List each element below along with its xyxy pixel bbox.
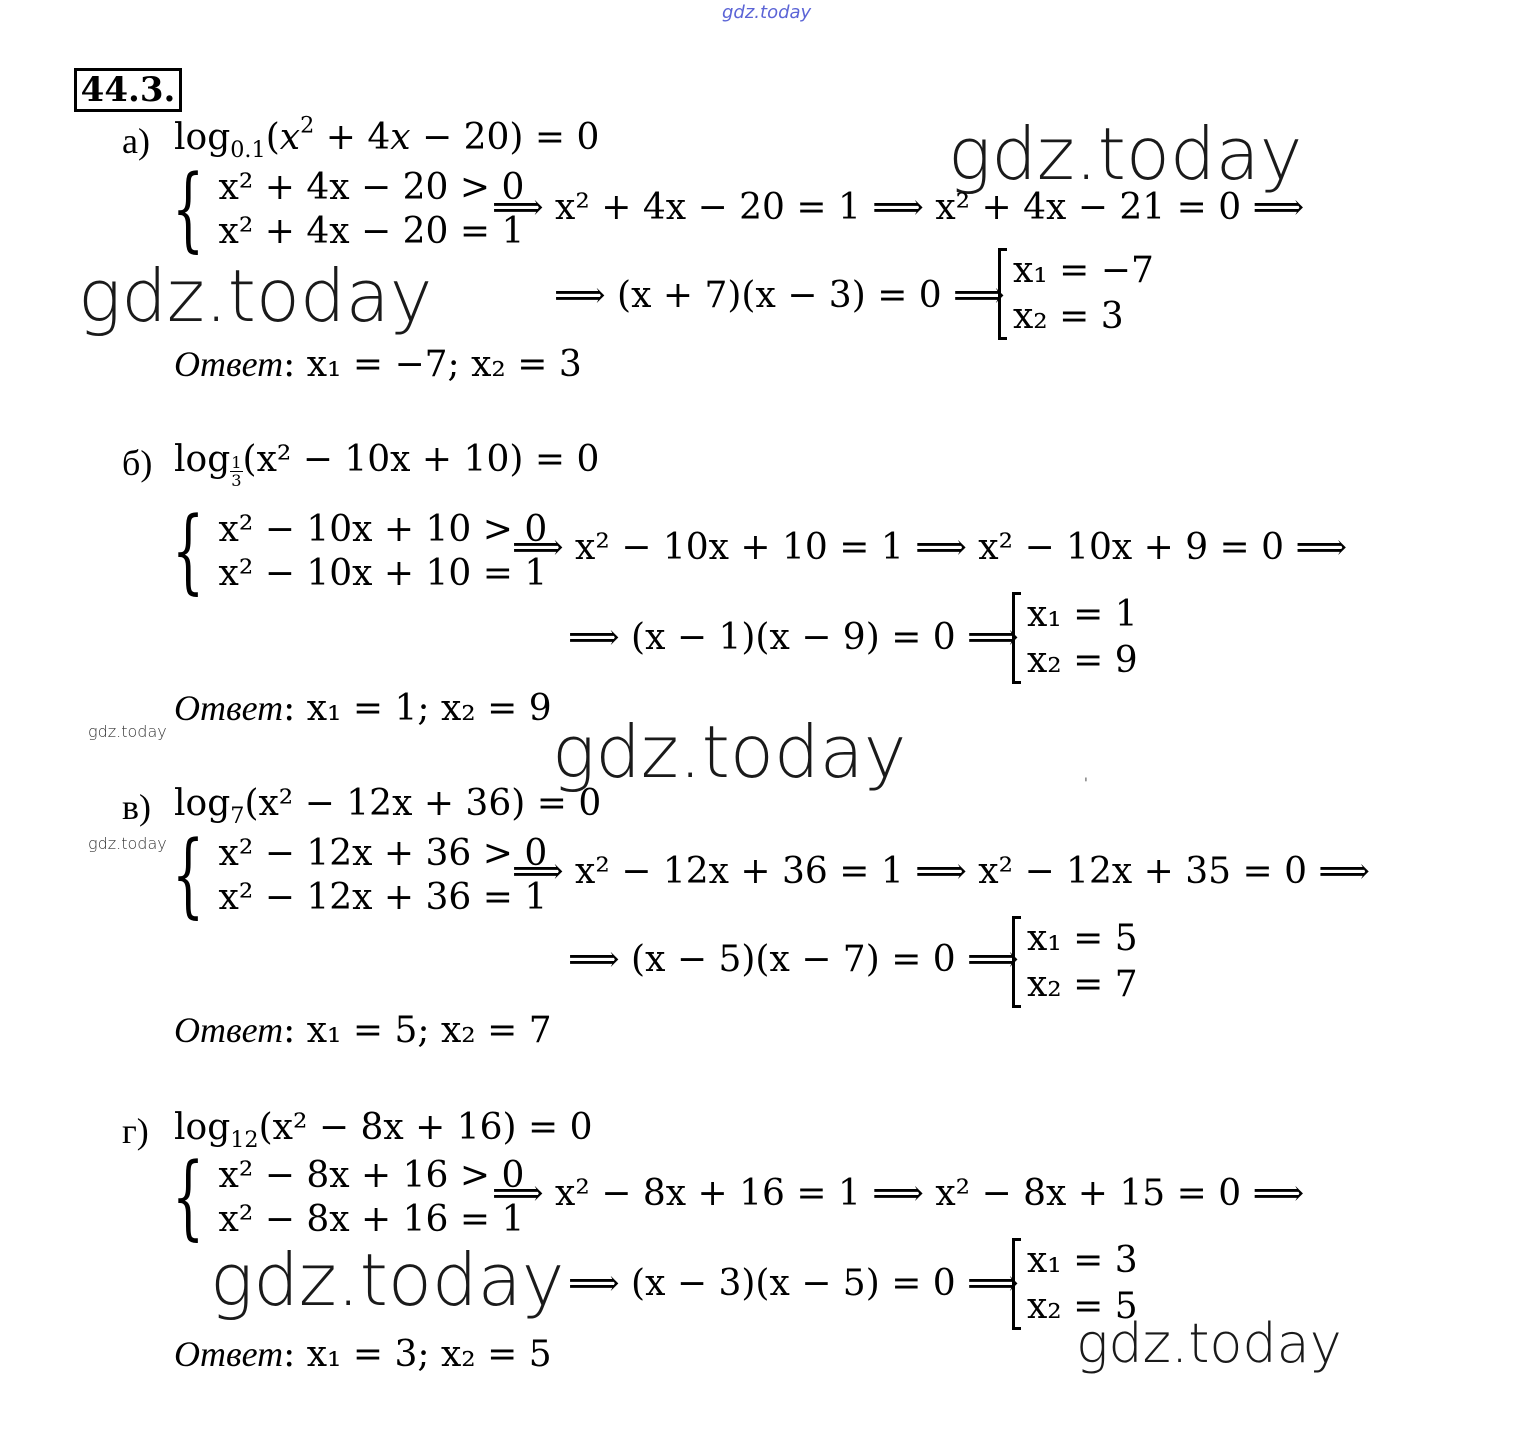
part-b-system: { x² − 10x + 10 > 0 x² − 10x + 10 = 1 bbox=[172, 497, 548, 604]
part-g-chain: ⟹ x² − 8x + 16 = 1 ⟹ x² − 8x + 15 = 0 ⟹ bbox=[492, 1173, 1305, 1214]
part-g-system-row: x² − 8x + 16 > 0 bbox=[218, 1155, 525, 1196]
part-a-roots bbox=[998, 248, 1154, 340]
part-b-root: x₁ = 1 bbox=[1027, 594, 1138, 635]
watermark: gdz.today bbox=[1076, 1312, 1342, 1375]
part-g-root: x₁ = 3 bbox=[1027, 1240, 1138, 1281]
part-g-system-row: x² − 8x + 16 = 1 bbox=[218, 1199, 525, 1240]
part-v-label: в) bbox=[122, 787, 151, 827]
part-b-system-row: x² − 10x + 10 = 1 bbox=[218, 553, 548, 594]
part-b-answer: Ответ: x₁ = 1; x₂ = 9 bbox=[174, 688, 552, 729]
part-v-answer: Ответ: x₁ = 5; x₂ = 7 bbox=[174, 1010, 552, 1051]
problem-number: 44.3. bbox=[74, 68, 182, 112]
watermark: gdz.today bbox=[88, 834, 167, 853]
part-v-equation: $\log_7(x^2 - 12x + 36) = 0$ bbox=[174, 783, 602, 829]
part-a-system-row: x² + 4x − 20 = 1 bbox=[218, 211, 525, 252]
part-v-system: { x² − 12x + 36 > 0 x² − 12x + 36 = 1 bbox=[172, 821, 548, 928]
part-v-factor: ⟹ (x − 5)(x − 7) = 0 ⟹ bbox=[568, 939, 1019, 980]
part-g-system: { x² − 8x + 16 > 0 x² − 8x + 16 = 1 bbox=[172, 1143, 525, 1250]
part-v-root: x₂ = 7 bbox=[1027, 964, 1138, 1005]
watermark: gdz.today bbox=[78, 254, 433, 338]
part-a-answer: Ответ: x₁ = −7; x₂ = 3 bbox=[174, 344, 582, 385]
watermark: gdz.today bbox=[552, 710, 907, 794]
watermark: gdz.today bbox=[88, 722, 167, 741]
part-a-root: x₂ = 3 bbox=[1013, 296, 1124, 337]
part-g-answer: Ответ: x₁ = 3; x₂ = 5 bbox=[174, 1334, 552, 1375]
part-g-root: x₂ = 5 bbox=[1027, 1286, 1138, 1327]
part-v-chain: ⟹ x² − 12x + 36 = 1 ⟹ x² − 12x + 35 = 0 ⟹ bbox=[512, 851, 1371, 892]
part-b-label: б) bbox=[122, 443, 153, 483]
part-b-factor: ⟹ (x − 1)(x − 9) = 0 ⟹ bbox=[568, 617, 1019, 658]
stray-mark: ' bbox=[1084, 776, 1088, 792]
part-b-chain: ⟹ x² − 10x + 10 = 1 ⟹ x² − 10x + 9 = 0 ⟹ bbox=[512, 527, 1348, 568]
part-a-chain: ⟹ x² + 4x − 20 = 1 ⟹ x² + 4x − 21 = 0 ⟹ bbox=[492, 187, 1305, 228]
part-v-system-row: x² − 12x + 36 > 0 bbox=[218, 833, 548, 874]
watermark-top: gdz.today bbox=[722, 2, 812, 23]
watermark: gdz.today bbox=[210, 1238, 565, 1322]
watermark: gdz.today bbox=[948, 112, 1303, 196]
part-v-root: x₁ = 5 bbox=[1027, 918, 1138, 959]
part-v-system-row: x² − 12x + 36 = 1 bbox=[218, 877, 548, 918]
part-g-roots bbox=[1012, 1238, 1138, 1330]
part-b-root: x₂ = 9 bbox=[1027, 640, 1138, 681]
part-a-root: x₁ = −7 bbox=[1013, 250, 1154, 291]
part-a-equation: $\log_{0.1}(x^2 + 4x - 20) = 0$ bbox=[174, 112, 600, 163]
part-a-factor: ⟹ (x + 7)(x − 3) = 0 ⟹ bbox=[554, 275, 1005, 316]
part-v-roots bbox=[1012, 916, 1138, 1008]
part-b-equation: log $\frac{1}{3}$ (x² − 10x + 10) = 0 bbox=[174, 439, 600, 490]
part-g-equation: $\log_{12}(x^2 - 8x + 16) = 0$ bbox=[174, 1107, 593, 1153]
part-g-label: г) bbox=[122, 1111, 149, 1151]
part-a-system-row: x² + 4x − 20 > 0 bbox=[218, 167, 525, 208]
part-a-system: { x² + 4x − 20 > 0 x² + 4x − 20 = 1 bbox=[172, 155, 525, 262]
part-b-system-row: x² − 10x + 10 > 0 bbox=[218, 509, 548, 550]
part-a-label: а) bbox=[122, 121, 150, 161]
part-g-factor: ⟹ (x − 3)(x − 5) = 0 ⟹ bbox=[568, 1263, 1019, 1304]
part-b-roots bbox=[1012, 592, 1138, 684]
